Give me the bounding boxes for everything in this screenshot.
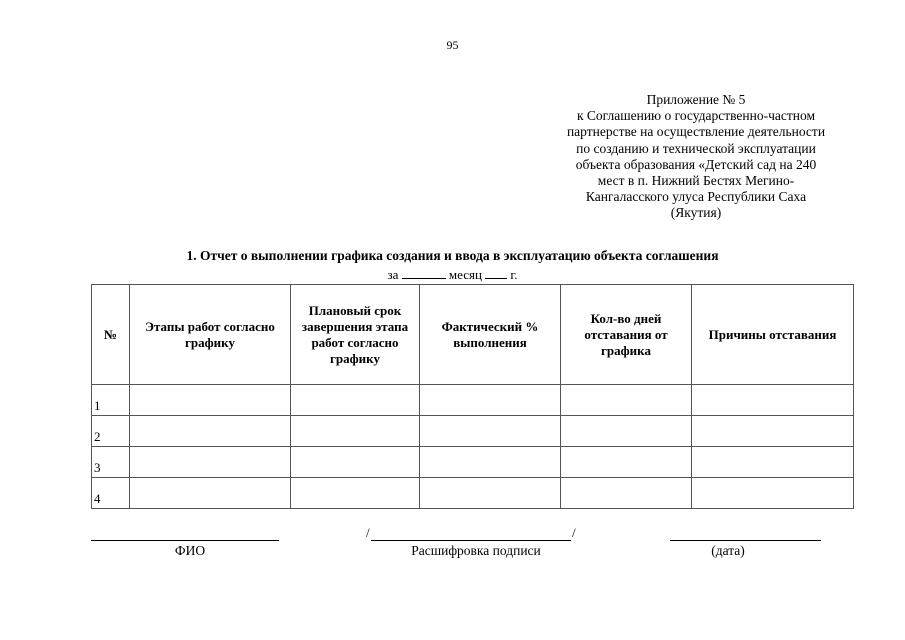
appendix-line: объекта образования «Детский сад на 240 xyxy=(575,156,817,172)
col-header-actual-percent: Фактический % выполнения xyxy=(420,285,561,385)
slash-close: / xyxy=(572,525,576,540)
row-number-cell: 2 xyxy=(92,416,130,447)
month-blank xyxy=(402,267,446,279)
fio-signature-line xyxy=(91,540,279,541)
report-table xyxy=(91,284,854,509)
stage-cell xyxy=(130,447,291,478)
actual-percent-cell xyxy=(420,385,561,416)
delay-reason-cell xyxy=(692,447,854,478)
page-number: 95 xyxy=(446,38,459,52)
row-number-cell: 3 xyxy=(92,447,130,478)
col-header-planned-date: Плановый срок завершения этапа работ согласно графику xyxy=(291,285,420,385)
appendix-line: партнерстве на осуществление деятельности xyxy=(566,124,826,140)
row-number-cell: 4 xyxy=(92,478,130,509)
period-prefix: за xyxy=(387,267,399,282)
date-label: (дата) xyxy=(711,543,745,558)
actual-percent-cell xyxy=(420,478,561,509)
col-header-number: № xyxy=(92,285,130,385)
report-title: 1. Отчет о выполнении графика создания и ввода в эксплуатацию объекта соглашения xyxy=(186,248,719,263)
decoding-label: Расшифровка подписи xyxy=(411,543,541,558)
stage-cell xyxy=(130,416,291,447)
delay-days-cell xyxy=(561,447,692,478)
appendix-line: (Якутия) xyxy=(670,205,722,221)
delay-reason-cell xyxy=(692,385,854,416)
decoding-signature-line xyxy=(371,540,571,541)
delay-days-cell xyxy=(561,385,692,416)
table-row xyxy=(92,385,854,416)
actual-percent-cell xyxy=(420,416,561,447)
col-header-delay-days: Кол-во дней отставания от графика xyxy=(561,285,692,385)
table-row xyxy=(92,416,854,447)
appendix-line: Приложение № 5 xyxy=(646,92,746,107)
table-row xyxy=(92,447,854,478)
planned-date-cell xyxy=(291,478,420,509)
delay-days-cell xyxy=(561,478,692,509)
appendix-block xyxy=(540,92,852,222)
appendix-line: мест в п. Нижний Бестях Мегино- xyxy=(597,173,795,189)
planned-date-cell xyxy=(291,385,420,416)
period-year-label: г. xyxy=(510,267,518,282)
delay-reason-cell xyxy=(692,416,854,447)
stage-cell xyxy=(130,478,291,509)
planned-date-cell xyxy=(291,447,420,478)
fio-label: ФИО xyxy=(174,543,206,558)
row-number-cell: 1 xyxy=(92,385,130,416)
col-header-stages: Этапы работ согласно графику xyxy=(130,285,291,385)
slash-open: / xyxy=(366,525,370,540)
col-header-delay-reasons: Причины отставания xyxy=(692,285,854,385)
stage-cell xyxy=(130,385,291,416)
year-blank xyxy=(485,267,507,279)
appendix-line: по созданию и технической эксплуатации xyxy=(576,140,816,156)
delay-reason-cell xyxy=(692,478,854,509)
actual-percent-cell xyxy=(420,447,561,478)
table-header-row xyxy=(92,285,854,385)
planned-date-cell xyxy=(291,416,420,447)
table-row xyxy=(92,478,854,509)
period-month-label: месяц xyxy=(448,267,482,282)
appendix-line: к Соглашению о государственно-частном xyxy=(576,108,816,124)
delay-days-cell xyxy=(561,416,692,447)
appendix-line: Кангаласского улуса Республики Саха xyxy=(585,189,807,205)
date-signature-line xyxy=(670,540,821,541)
report-period xyxy=(0,267,905,283)
